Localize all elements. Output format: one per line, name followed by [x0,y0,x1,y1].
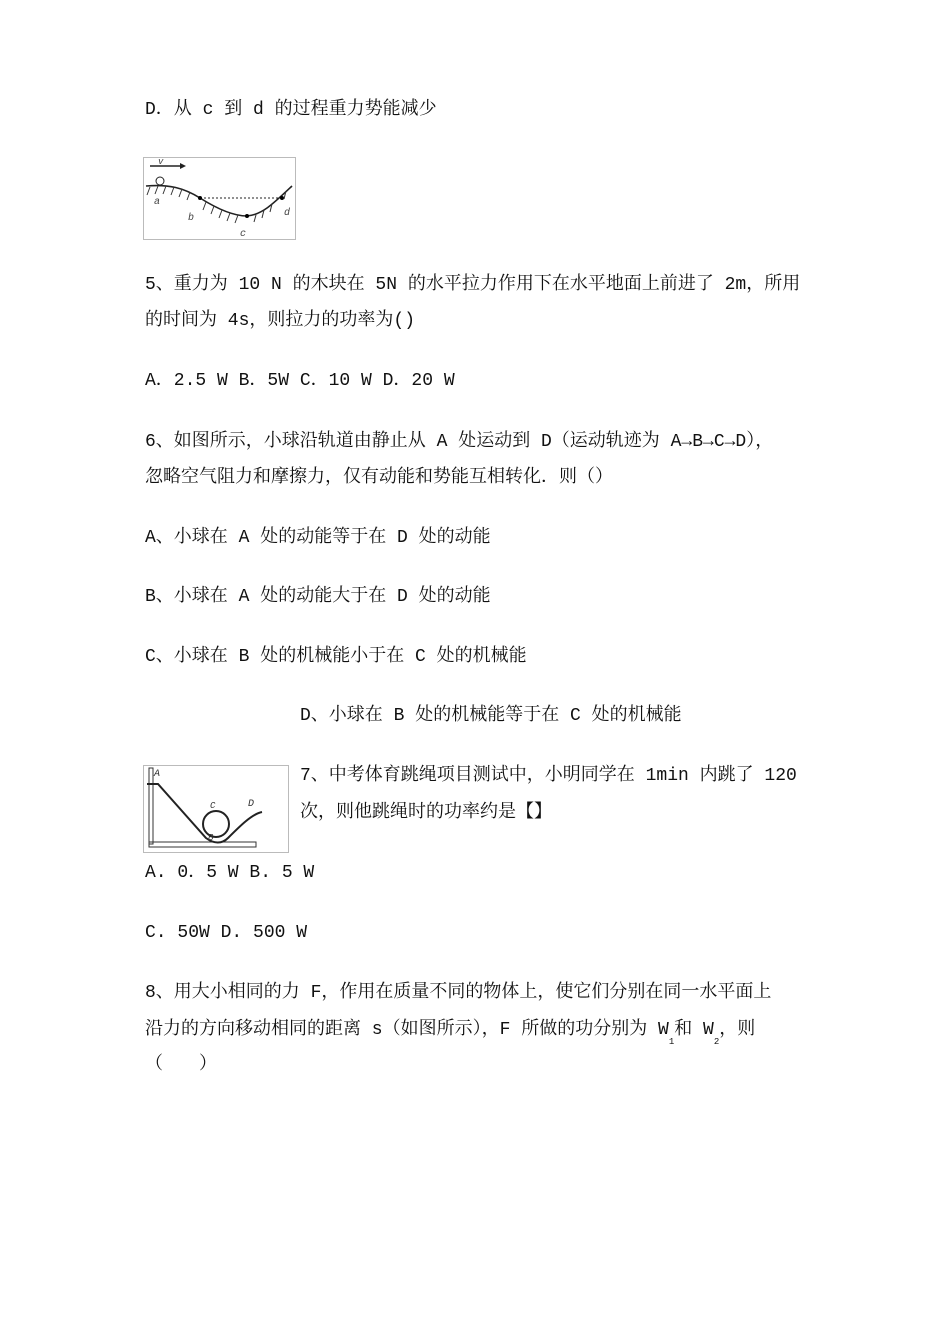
q6-line1: 6、如图所示，小球沿轨道由静止从 A 处运动到 D（运动轨迹为 A→B→C→D）， [145,432,774,452]
q7-line2: 次，则他跳绳时的功率约是【】 [300,803,552,823]
svg-text:A: A [154,769,161,780]
q6-option-a: A、小球在 A 处的动能等于在 D 处的动能 [145,528,491,548]
svg-text:d: d [284,208,291,219]
svg-text:C: C [210,801,216,811]
q6-option-b: B、小球在 A 处的动能大于在 D 处的动能 [145,587,491,607]
q5-options: A．2.5 W B．5W C．10 W D．20 W [145,371,455,391]
svg-text:b: b [188,213,195,224]
q7-options-2: C. 50W D. 500 W [145,923,308,943]
q4-figure-track [143,157,296,240]
q8-line2: 沿力的方向移动相同的距离 s（如图所示），F 所做的功分别为 $W_1$和 $W_2$，则 [145,1020,756,1047]
q6-option-d: D、小球在 B 处的机械能等于在 C 处的机械能 [300,706,682,726]
q7-line1: 7、中考体育跳绳项目测试中，小明同学在 1min 内跳了 120 [300,766,797,786]
q7-options-1: A. 0．5 W B. 5 W [145,863,315,883]
q5-line1: 5、重力为 10 N 的木块在 5N 的水平拉力作用下在水平地面上前进了 2m，所用 [145,275,801,295]
q5-line2: 的时间为 4s，则拉力的功率为() [145,311,416,331]
q6-option-c: C、小球在 B 处的机械能小于在 C 处的机械能 [145,647,527,667]
q8-line1: 8、用大小相同的力 F，作用在质量不同的物体上，使它们分别在同一水平面上 [145,983,772,1003]
label-v: v [158,158,164,167]
svg-text:a: a [154,197,161,208]
q8-line3: （ ） [145,1055,217,1075]
svg-text:D: D [248,799,255,810]
q6-line2: 忽略空气阻力和摩擦力，仅有动能和势能互相转化．则（） [145,468,613,488]
q4-option-d: D．从 c 到 d 的过程重力势能减少 [145,100,437,120]
svg-text:B: B [208,833,214,843]
svg-text:c: c [240,229,247,239]
q6-figure-loop-track [143,765,289,853]
